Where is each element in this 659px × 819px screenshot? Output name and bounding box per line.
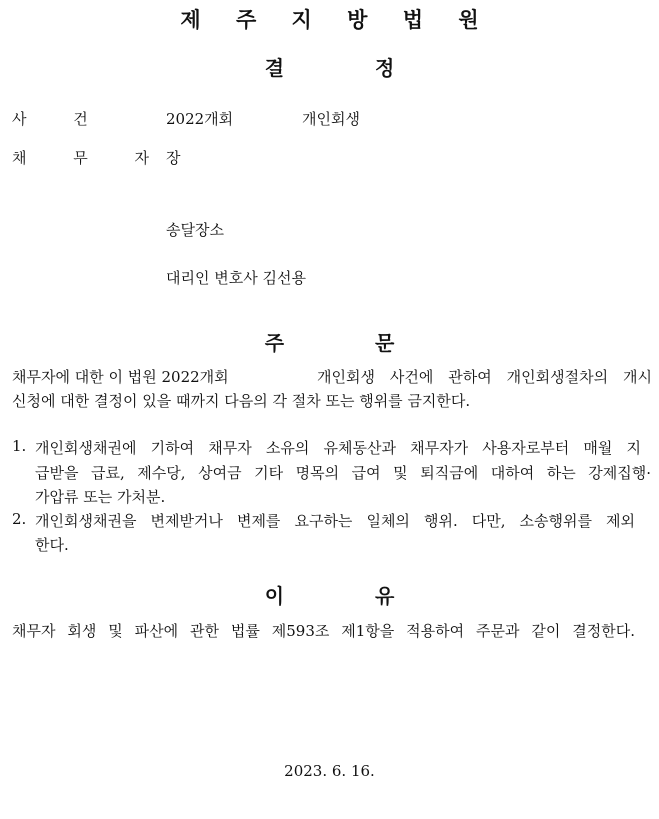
order-item-1-line1: 개인회생채권에 기하여 채무자 소유의 유체동산과 채무자가 사용자로부터 매월 지 bbox=[35, 439, 641, 457]
case-type: 개인회생 bbox=[302, 110, 360, 128]
order-item-1-line2: 급받을 급료, 제수당, 상여금 기타 명목의 급여 및 퇴직금에 대하여 하는 강제집행· bbox=[35, 464, 651, 482]
order-item-2-number: 2. bbox=[12, 510, 27, 528]
court-name: 제 주 지 방 법 원 bbox=[180, 8, 493, 32]
order-text-line1-end: 개인회생 사건에 관하여 개인회생절차의 개시 bbox=[317, 368, 652, 386]
order-text-line1-start: 채무자에 대한 이 법원 2022개회 bbox=[12, 368, 229, 386]
order-item-2-line2: 한다. bbox=[35, 536, 69, 554]
case-number: 2022개회 bbox=[166, 110, 234, 128]
service-address-label: 송달장소 bbox=[166, 221, 224, 239]
order-item-2-line1: 개인회생채권을 변제받거나 변제를 요구하는 일체의 행위. 다만, 소송행위를 제외 bbox=[35, 512, 635, 530]
reason-heading: 이 유 bbox=[264, 584, 395, 608]
case-label: 사 건 bbox=[12, 110, 109, 128]
order-item-1-line3: 가압류 또는 가처분. bbox=[35, 488, 166, 506]
order-heading: 주 문 bbox=[264, 331, 395, 355]
reason-text: 채무자 회생 및 파산에 관한 법률 제593조 제1항을 적용하여 주문과 같이 결정한다. bbox=[12, 622, 635, 640]
debtor-name: 장 bbox=[166, 149, 181, 167]
decision-date: 2023. 6. 16. bbox=[284, 762, 375, 780]
order-item-1-number: 1. bbox=[12, 437, 27, 455]
attorney-agent: 대리인 변호사 김선용 bbox=[166, 269, 306, 287]
debtor-label: 채 무 자 bbox=[12, 149, 171, 167]
document-type-heading: 결 정 bbox=[264, 56, 395, 80]
order-text-line2: 신청에 대한 결정이 있을 때까지 다음의 각 절차 또는 행위를 금지한다. bbox=[12, 392, 471, 410]
